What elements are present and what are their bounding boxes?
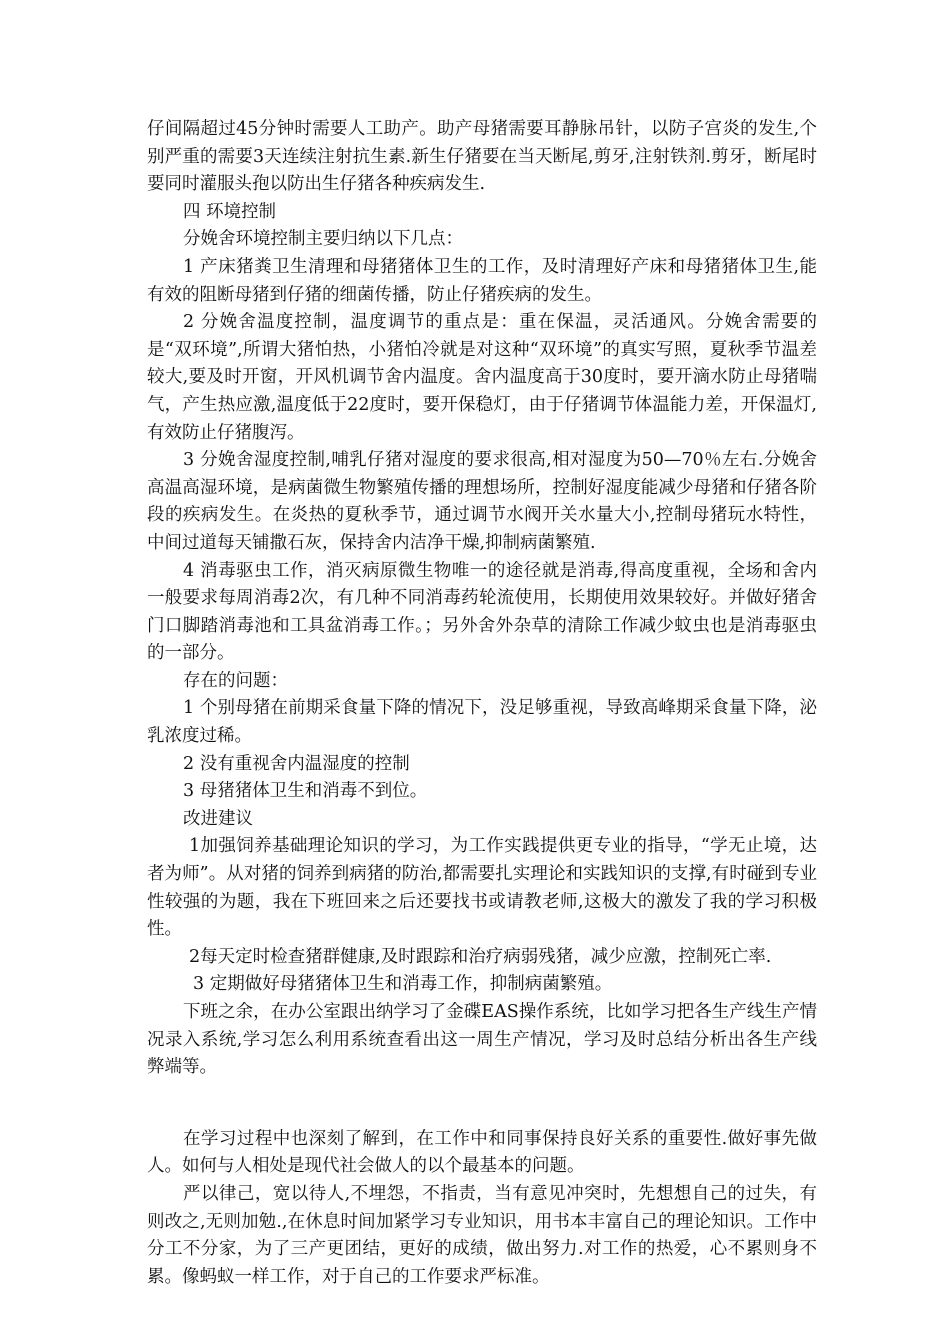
section-heading-problems: 存在的问题： <box>183 670 288 691</box>
problem-item-3: 3 母猪猪体卫生和消毒不到位。 <box>183 781 428 802</box>
problem-item-1: 1 个别母猪在前期采食量下降的情况下，没足够重视，导致高峰期采食量下降，泌乳浓度过稀。 <box>147 698 817 747</box>
section-heading-suggestions: 改进建议 <box>183 808 253 829</box>
paragraph-gap <box>147 1082 817 1126</box>
section-heading-environment-control: 四 环境控制 <box>183 201 277 222</box>
paragraph-item-3: 3 分娩舍湿度控制,哺乳仔猪对湿度的要求很高,相对湿度为50—70％左右.分娩舍高温高湿环境，是病菌微生物繁殖传播的理想场所，控制好湿度能减少母猪和仔猪各阶段的疾病发生。在炎热的夏秋季节，通过调节水阀开关水量大小,控制母猪玩水特性，中间过道每天铺撒石灰，保持舍内洁净干燥,抑制病菌繁殖. <box>147 450 817 553</box>
paragraph-eas-system: 下班之余，在办公室跟出纳学习了金碟EAS操作系统，比如学习把各生产线生产情况录入系统,学习怎么利用系统查看出这一周生产情况，学习及时总结分析出各生产线弊端等。 <box>147 1002 817 1078</box>
paragraph-intro: 分娩舍环境控制主要归纳以下几点： <box>183 229 463 250</box>
paragraph-relationships: 在学习过程中也深刻了解到，在工作中和同事保持良好关系的重要性.做好事先做人。如何与人相处是现代社会做人的以个最基本的问题。 <box>147 1128 817 1177</box>
paragraph-item-1: 1 产床猪粪卫生清理和母猪猪体卫生的工作，及时清理好产床和母猪猪体卫生,能有效的阻断母猪到仔猪的细菌传播，防止仔猪疾病的发生。 <box>147 256 817 305</box>
suggestion-item-3: 3 定期做好母猪猪体卫生和消毒工作，抑制病菌繁殖。 <box>193 974 613 995</box>
paragraph-self-discipline: 严以律己，宽以待人,不埋怨，不指责，当有意见冲突时，先想想自己的过失，有则改之,无则加勉.,在休息时间加紧学习专业知识，用书本丰富自己的理论知识。工作中分工不分家，为了三产更团结，更好的成绩，做出努力.对工作的热爱，心不累则身不累。像蚂蚁一样工作，对于自己的工作要求严标准。 <box>147 1183 817 1287</box>
paragraph-item-2: 2 分娩舍温度控制，温度调节的重点是：重在保温，灵活通风。分娩舍需要的是“双环境”,所谓大猪怕热，小猪怕冷就是对这种“双环境”的真实写照，夏秋季节温差较大,要及时开窗，开风机调节舍内温度。舍内温度高于30度时，要开滴水防止母猪喘气，产生热应激,温度低于22度时，要开保稳灯，由于仔猪调节体温能力差，开保温灯,有效防止仔猪腹泻。 <box>147 312 817 443</box>
problem-item-2: 2 没有重视舍内温湿度的控制 <box>183 753 410 774</box>
paragraph-item-4: 4 消毒驱虫工作，消灭病原微生物唯一的途径就是消毒,得高度重视，全场和舍内一般要求每周消毒2次，有几种不同消毒药轮流使用，长期使用效果较好。并做好猪舍门口脚踏消毒池和工具盆消毒工作。；另外舍外杂草的清除工作减少蚊虫也是消毒驱虫的一部分。 <box>147 560 817 664</box>
suggestion-item-1: 1加强饲养基础理论知识的学习，为工作实践提供更专业的指导，“学无止境，达者为师”。从对猪的饲养到病猪的防治,都需要扎实理论和实践知识的支撑,有时碰到专业性较强的为题，我在下班回来之后还要找书或请教老师,这极大的激发了我的学习积极性。 <box>147 836 817 940</box>
document-body <box>147 116 817 1291</box>
suggestion-item-2: 2每天定时检查猪群健康,及时跟踪和治疗病弱残猪，减少应激，控制死亡率. <box>189 946 772 967</box>
paragraph-continuation: 仔间隔超过45分钟时需要人工助产。助产母猪需要耳静脉吊针，以防子宫炎的发生,个别严重的需要3天连续注射抗生素.新生仔猪要在当天断尾,剪牙,注射铁剂.剪牙，断尾时要同时灌服头孢以防出生仔猪各种疾病发生. <box>147 119 817 195</box>
